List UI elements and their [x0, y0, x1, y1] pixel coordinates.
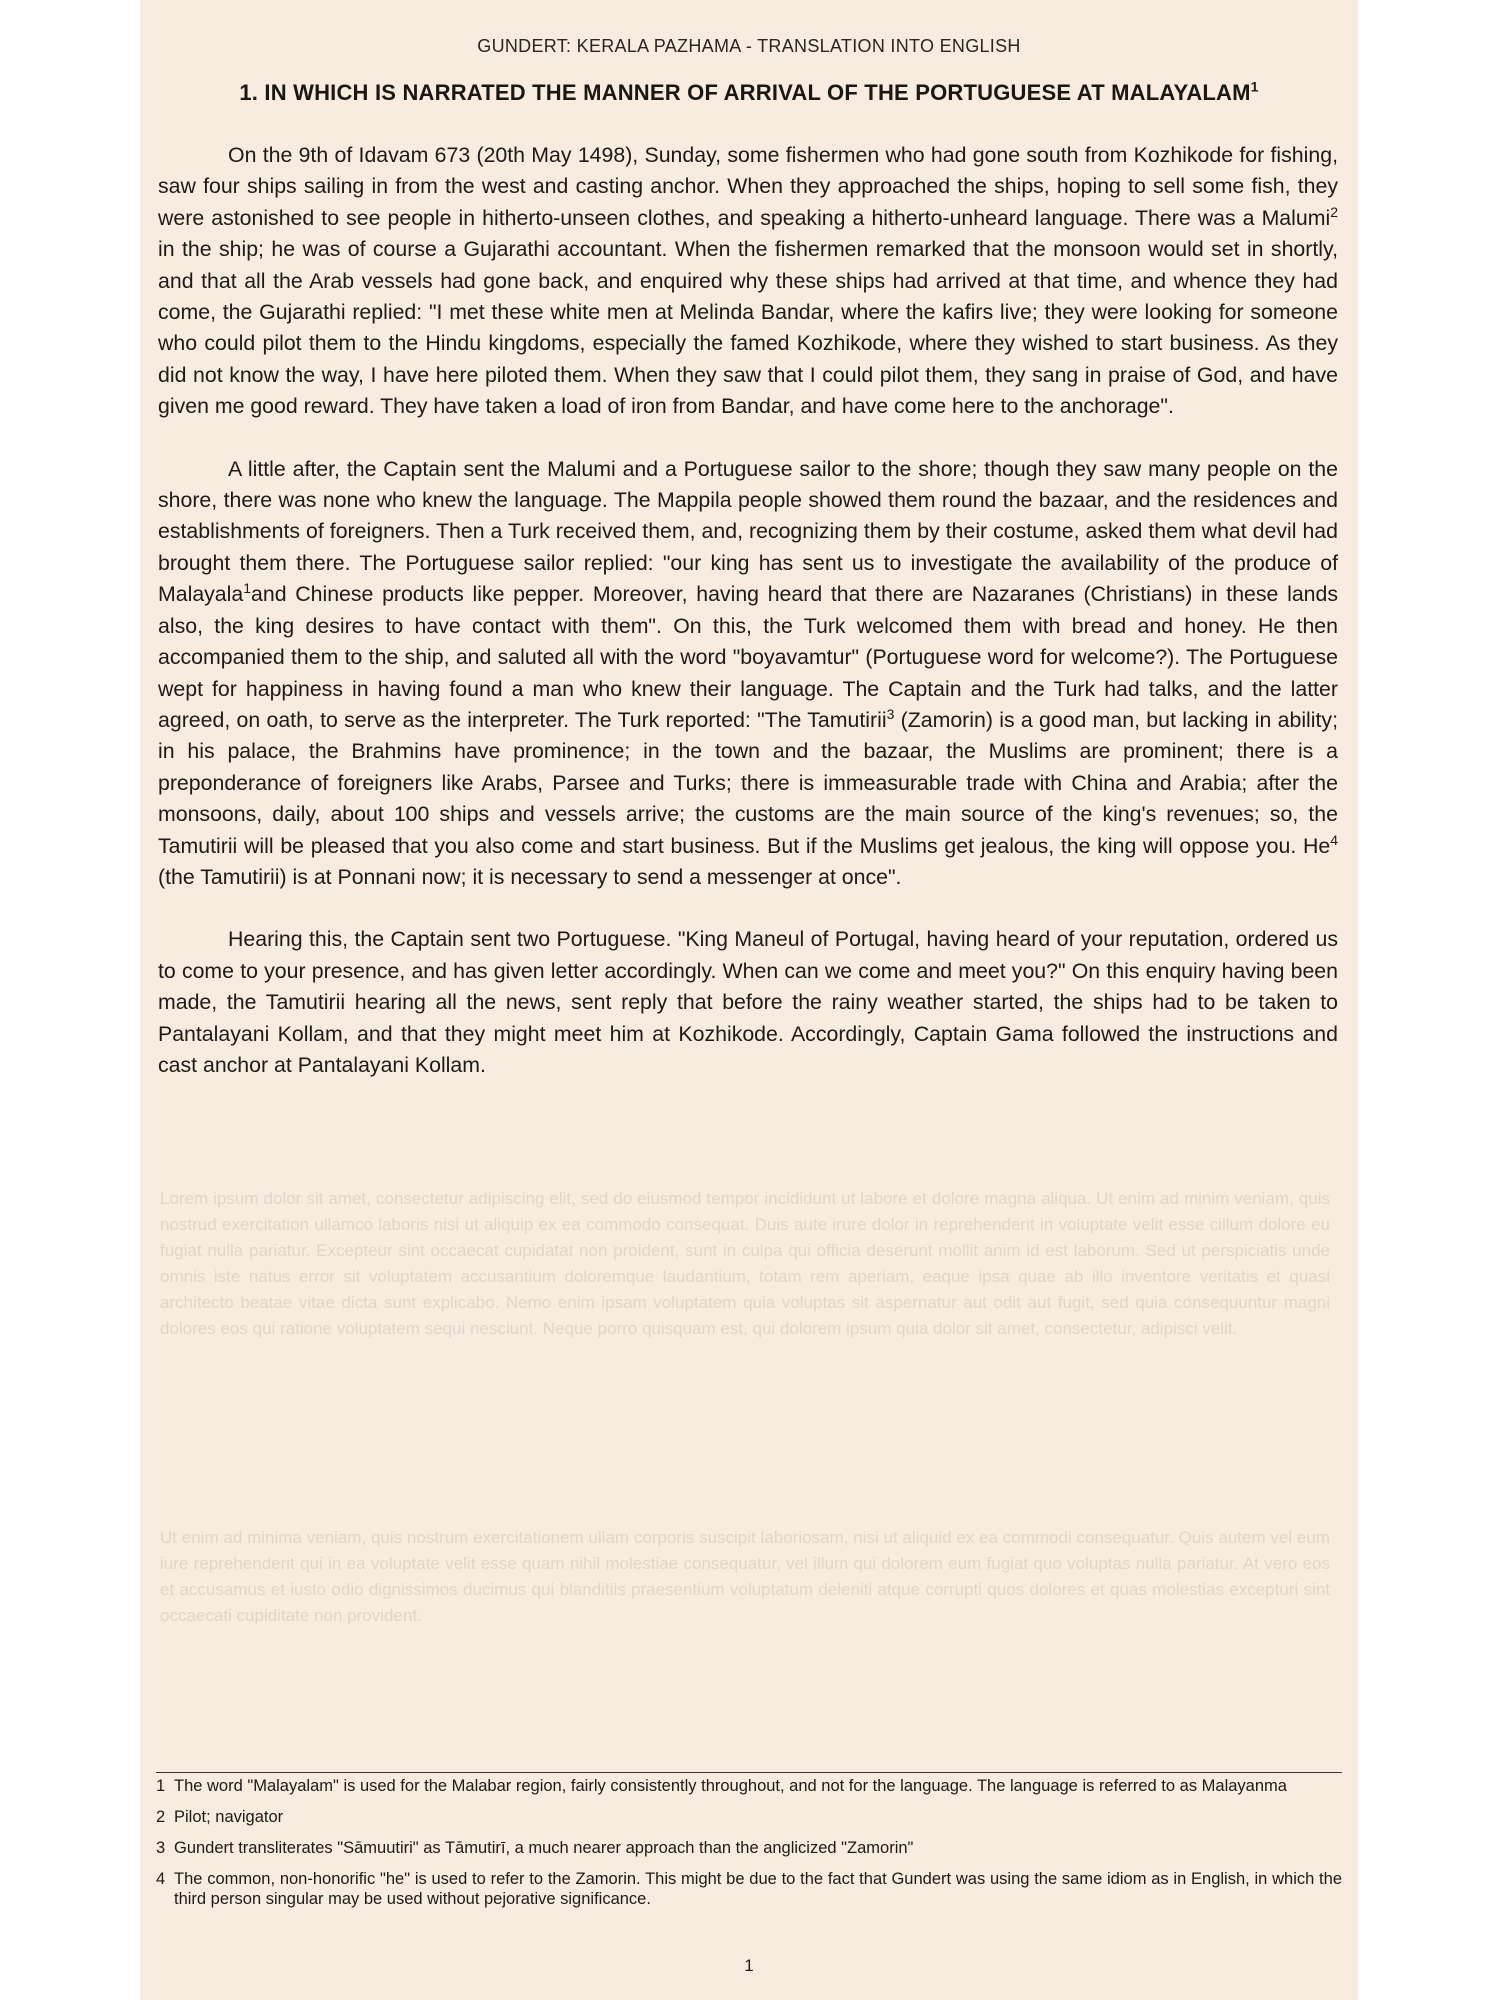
footnote-4 — [156, 1869, 1342, 1909]
footnote-ref-1: 1 — [243, 580, 252, 597]
footnote-number: 1 — [156, 1777, 166, 1795]
paragraph-1 — [158, 140, 1338, 423]
footnotes — [156, 1776, 1342, 1920]
paragraph-2 — [158, 454, 1338, 894]
paragraph-3: Hearing this, the Captain sent two Portuguese. "King Maneul of Portugal, having heard of your reputation, ordered us to come to your presence, and has given letter accordingly. When can we come and meet you?" On this enquiry having been made, the Tamutirii hearing all the news, sent reply that before the rainy weather started, the ships had to be taken to Pantalayani Kollam, and that they might meet him at Kozhikode. Accordingly, Captain Gama followed the instructions and cast anchor at Pantalayani Kollam. — [158, 927, 1338, 1077]
footnote-divider — [156, 1772, 1342, 1773]
footnote-number: 3 — [156, 1839, 166, 1857]
paragraph-2-part-d: (the Tamutirii) is at Ponnani now; it is necessary to send a messenger at once". — [158, 864, 902, 889]
footnote-number: 2 — [156, 1808, 166, 1826]
paragraph-2-part-c: (Zamorin) is a good man, but lacking in ability; in his palace, the Brahmins have prominence; in the town and the bazaar, the Muslims are prominent; there is a preponderance of foreigners like Arabs, Parsee and Turks; there is immeasurable trade with China and Arabia; after the monsoons, daily, about 100 ships and vessels arrive; the customs are the main source of the king's revenues; so, the Tamutirii will be pleased that you also come and start business. But if the Muslims get jealous, the king will oppose you. He — [158, 707, 1338, 858]
paragraph-2-part-b: and Chinese products like pepper. Moreover, having heard that there are Nazaranes (Christians) in these lands also, the king desires to have contact with them". On this, the Turk welcomed them with bread and honey. He then accompanied them to the ship, and saluted all with the word "boyavamtur" (Portuguese word for welcome?). The Portuguese wept for happiness in having found a man who knew their language. The Captain and the Turk had talks, and the latter agreed, on oath, to serve as the interpreter. The Turk reported: "The Tamutirii — [158, 582, 1338, 732]
footnote-2 — [156, 1807, 1342, 1827]
footnote-ref-3: 3 — [886, 705, 895, 722]
paragraph-1-part-a: On the 9th of Idavam 673 (20th May 1498), Sunday, some fishermen who had gone south from Kozhikode for fishing, saw four ships sailing in from the west and casting anchor. When they approached the ships, hoping to sell some fish, they were astonished to see people in hitherto-unseen clothes, and speaking a hitherto-unheard language. There was a Malumi — [158, 143, 1338, 230]
footnote-text: Gundert transliterates "Sāmuutiri" as Tāmutirī, a much nearer approach than the anglicized "Zamorin" — [174, 1839, 914, 1857]
chapter-title — [140, 80, 1358, 106]
footnote-text: Pilot; navigator — [174, 1808, 284, 1826]
paragraph-2-part-a: A little after, the Captain sent the Malumi and a Portuguese sailor to the shore; though they saw many people on the shore, there was none who knew the language. The Mappila people showed them round the bazaar, and the residences and establishments of foreigners. Then a Turk received them, and, recognizing them by their costume, asked them what devil had brought them there. The Portuguese sailor replied: "our king has sent us to investigate the availability of the produce of Malayala — [158, 456, 1338, 607]
chapter-title-text: 1. IN WHICH IS NARRATED THE MANNER OF ARRIVAL OF THE PORTUGUESE AT MALAYALAM — [239, 80, 1251, 105]
footnote-number: 4 — [156, 1870, 166, 1888]
bleed-through-texture: Lorem ipsum dolor sit amet, consectetur adipiscing elit, sed do eiusmod tempor incididunt ut labore et dolore magna aliqua. Ut enim ad minim veniam, quis nostrud exercitation ullamco laboris nisi ut aliquip ex ea commodo consequat. Duis aute irure dolor in reprehenderit in voluptate velit esse cillum dolore eu fugiat nulla pariatur. Excepteur sint occaecat cupidatat non proident, sunt in culpa qui officia deserunt mollit anim id est laborum. Sed ut perspiciatis unde omnis iste natus error sit voluptatem accusantium doloremque laudantium, totam rem aperiam, eaque ipsa quae ab illo inventore veritatis et quasi architecto beatae vitae dicta sunt explicabo. Nemo enim ipsam voluptatem quia voluptas sit aspernatur aut odit aut fugit, sed quia consequuntur magni dolores eos qui ratione voluptatem sequi nesciunt. Neque porro quisquam est, qui dolorem ipsum quia dolor sit amet, consectetur, adipisci velit. — [160, 1189, 1330, 1338]
footnote-text: The word "Malayalam" is used for the Malabar region, fairly consistently throughout, and not for the language. The language is referred to as Malayanma — [174, 1777, 1287, 1795]
footnote-ref-4: 4 — [1330, 831, 1338, 848]
document-page — [140, 0, 1358, 2000]
chapter-title-footnote-ref: 1 — [1250, 78, 1259, 95]
footnote-ref-2: 2 — [1330, 203, 1338, 220]
bleed-through-texture: Ut enim ad minima veniam, quis nostrum exercitationem ullam corporis suscipit laboriosam, nisi ut aliquid ex ea commodi consequatur. Quis autem vel eum iure reprehenderit qui in ea voluptate velit esse quam nihil molestiae consequatur, vel illum qui dolorem eum fugiat quo voluptas nulla pariatur. At vero eos et accusamus et iusto odio dignissimos ducimus qui blanditiis praesentium voluptatum deleniti atque corrupti quos dolores et quas molestias excepturi sint occaecati cupiditate non provident. — [160, 1528, 1330, 1625]
footnote-3 — [156, 1838, 1342, 1858]
body-text — [158, 140, 1338, 1112]
running-header: GUNDERT: KERALA PAZHAMA - TRANSLATION INTO ENGLISH — [477, 36, 1021, 56]
page-number: 1 — [744, 1956, 754, 1975]
footnote-text: The common, non-honorific "he" is used to refer to the Zamorin. This might be due to the fact that Gundert was using the same idiom as in English, in which the third person singular may be used without pejorative significance. — [174, 1870, 1342, 1908]
paragraph-1-part-b: in the ship; he was of course a Gujarathi accountant. When the fishermen remarked that the monsoon would set in shortly, and that all the Arab vessels had gone back, and enquired why these ships had arrived at that time, and whence they had come, the Gujarathi replied: "I met these white men at Melinda Bandar, where the kafirs live; they were looking for someone who could pilot them to the Hindu kingdoms, especially the famed Kozhikode, where they wished to start business. As they did not know the way, I have here piloted them. When they saw that I could pilot them, they sang in praise of God, and have given me good reward. They have taken a load of iron from Bandar, and have come here to the anchorage". — [158, 237, 1338, 419]
footnote-1 — [156, 1776, 1342, 1796]
